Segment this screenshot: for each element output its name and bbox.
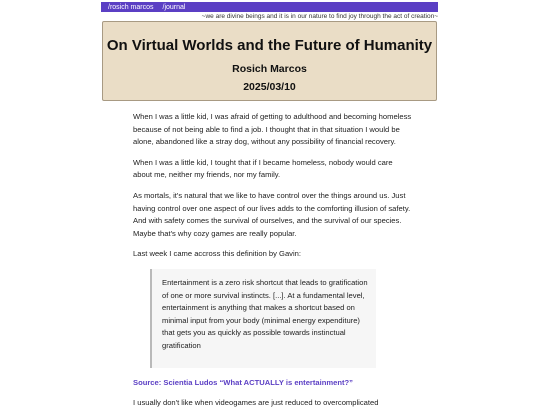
- article-title: On Virtual Worlds and the Future of Humanity: [106, 37, 433, 54]
- site-tagline: ~we are divine beings and it is in our nature to find joy through the act of creation~: [201, 13, 438, 20]
- article-author: Rosich Marcos: [232, 63, 307, 75]
- top-nav-bar: [101, 2, 438, 12]
- article-body: [133, 111, 413, 418]
- article-paragraph: Last week I came accross this definition by Gavin:: [133, 249, 301, 259]
- article-paragraph: I usually don't like when videogames are just reduced to overcomplicated: [133, 398, 379, 408]
- source-link[interactable]: Source: Scientia Ludos “What ACTUALLY is entertainment?”: [133, 377, 353, 387]
- article-paragraph: When I was a little kid, I was afraid of getting to adulthood and becoming homeless because of not being able to find a job. I thought that in that situation I would be alone, abandoned like a stray dog, without any possibility of financial recovery.: [133, 112, 412, 147]
- quote-text: Entertainment is a zero risk shortcut that leads to gratification of one or more survival instincts. [...]. At a fundamental level, entertainment is anything that makes a shortcut based on minimal input from your body (minimal energy expenditure) that gets you as quickly as possible towards instinctual gratification: [162, 277, 368, 350]
- nav-link-home[interactable]: /rosich marcos: [108, 3, 154, 11]
- nav-link-journal[interactable]: /journal: [162, 3, 186, 11]
- article-date: 2025/03/10: [243, 81, 296, 93]
- article-paragraph: When I was a little kid, I tought that if I became homeless, nobody would care about me, neither my friends, nor my family.: [133, 157, 393, 180]
- quote-block: [150, 269, 376, 368]
- article-header: [102, 21, 437, 101]
- article-paragraph: As mortals, it's natural that we like to have control over the things around us. Just having control over one aspect of our lives adds to the comforting illusion of safety. And with safety comes the survival of ourselves, and the survival of our species. Maybe that's why cozy games are really popular.: [133, 190, 411, 238]
